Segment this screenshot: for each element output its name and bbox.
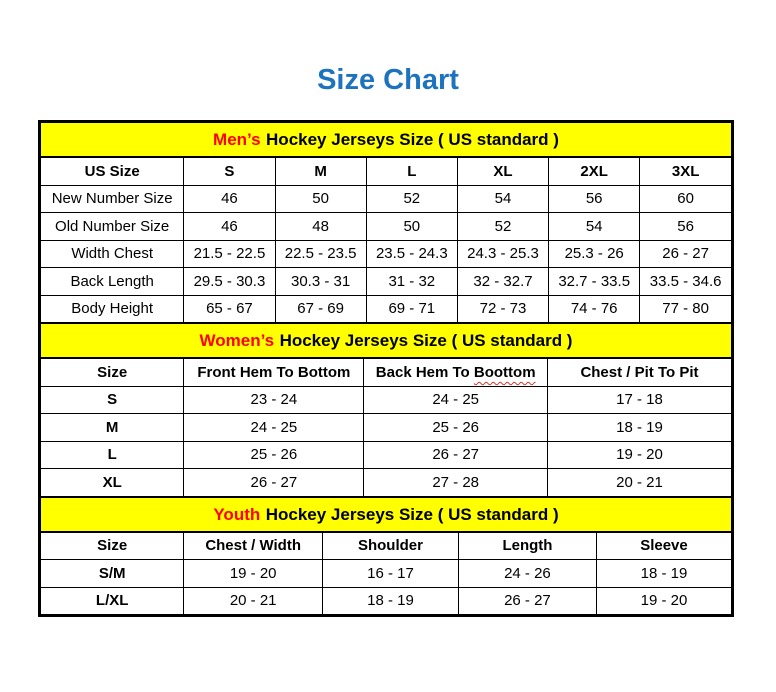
youth-banner-text: Hockey Jerseys Size ( US standard ) <box>265 504 559 524</box>
column-header: Length <box>458 533 596 560</box>
column-header: XL <box>457 158 548 185</box>
column-header: S <box>184 158 275 185</box>
row-label: L/XL <box>41 587 184 614</box>
table-cell: 65 - 67 <box>184 295 275 322</box>
mens-header-row <box>41 158 731 185</box>
table-cell: 29.5 - 30.3 <box>184 268 275 296</box>
youth-section-banner <box>41 496 731 533</box>
table-row <box>41 386 731 414</box>
table-cell: 33.5 - 34.6 <box>640 268 731 296</box>
row-label: New Number Size <box>41 185 184 213</box>
table-cell: 18 - 19 <box>547 414 731 442</box>
table-cell: 16 - 17 <box>323 560 459 588</box>
table-cell: 27 - 28 <box>364 469 548 496</box>
table-cell: 50 <box>366 213 457 241</box>
table-cell: 56 <box>640 213 731 241</box>
table-row <box>41 268 731 296</box>
table-cell: 67 - 69 <box>275 295 366 322</box>
table-cell: 24 - 25 <box>364 386 548 414</box>
table-cell: 18 - 19 <box>596 560 731 588</box>
row-label: Old Number Size <box>41 213 184 241</box>
womens-section-banner <box>41 322 731 359</box>
table-cell: 24 - 25 <box>184 414 364 442</box>
table-cell: 32.7 - 33.5 <box>549 268 640 296</box>
table-cell: 22.5 - 23.5 <box>275 240 366 268</box>
mens-banner-text: Hockey Jerseys Size ( US standard ) <box>266 130 559 149</box>
table-cell: 20 - 21 <box>547 469 731 496</box>
column-header: 2XL <box>549 158 640 185</box>
column-header: Front Hem To Bottom <box>184 359 364 386</box>
table-cell: 23.5 - 24.3 <box>366 240 457 268</box>
youth-size-table <box>41 533 731 615</box>
column-header: M <box>275 158 366 185</box>
table-cell: 17 - 18 <box>547 386 731 414</box>
table-row <box>41 213 731 241</box>
table-cell: 23 - 24 <box>184 386 364 414</box>
table-row <box>41 185 731 213</box>
column-header: Size <box>41 359 184 386</box>
table-cell: 54 <box>549 213 640 241</box>
table-cell: 50 <box>275 185 366 213</box>
table-cell: 72 - 73 <box>457 295 548 322</box>
table-cell: 77 - 80 <box>640 295 731 322</box>
table-cell: 46 <box>184 185 275 213</box>
page-title: Size Chart <box>317 64 459 96</box>
misspelled-word: Boottom <box>473 363 536 381</box>
table-cell: 21.5 - 22.5 <box>184 240 275 268</box>
table-cell: 25 - 26 <box>364 414 548 442</box>
table-row <box>41 295 731 322</box>
table-cell: 52 <box>366 185 457 213</box>
table-row <box>41 414 731 442</box>
row-label: S <box>41 386 184 414</box>
column-header: L <box>366 158 457 185</box>
row-label: XL <box>41 469 184 496</box>
womens-banner-text: Hockey Jerseys Size ( US standard ) <box>279 331 573 350</box>
column-header: Sleeve <box>596 533 731 560</box>
table-cell: 26 - 27 <box>184 469 364 496</box>
table-row <box>41 240 731 268</box>
table-cell: 24 - 26 <box>458 560 596 588</box>
column-header: US Size <box>41 158 184 185</box>
table-cell: 54 <box>457 185 548 213</box>
table-cell: 20 - 21 <box>184 587 323 614</box>
table-cell: 31 - 32 <box>366 268 457 296</box>
table-cell: 52 <box>457 213 548 241</box>
table-cell: 56 <box>549 185 640 213</box>
row-label: S/M <box>41 560 184 588</box>
column-header: Shoulder <box>323 533 459 560</box>
size-chart <box>38 120 734 617</box>
table-cell: 19 - 20 <box>547 441 731 469</box>
table-cell: 30.3 - 31 <box>275 268 366 296</box>
table-row <box>41 587 731 614</box>
table-row <box>41 441 731 469</box>
row-label: Back Length <box>41 268 184 296</box>
womens-banner-highlight: Women’s <box>199 331 275 350</box>
mens-size-table <box>41 158 731 322</box>
table-cell: 26 - 27 <box>364 441 548 469</box>
table-cell: 18 - 19 <box>323 587 459 614</box>
youth-banner-highlight: Youth <box>213 504 261 524</box>
table-cell: 46 <box>184 213 275 241</box>
table-cell: 48 <box>275 213 366 241</box>
table-cell: 25.3 - 26 <box>549 240 640 268</box>
womens-size-table <box>41 359 731 496</box>
mens-section-banner <box>41 123 731 158</box>
table-cell: 19 - 20 <box>184 560 323 588</box>
row-label: Body Height <box>41 295 184 322</box>
table-cell: 25 - 26 <box>184 441 364 469</box>
youth-header-row <box>41 533 731 560</box>
table-row <box>41 560 731 588</box>
table-cell: 32 - 32.7 <box>457 268 548 296</box>
table-cell: 26 - 27 <box>640 240 731 268</box>
table-cell: 26 - 27 <box>458 587 596 614</box>
column-header: Chest / Pit To Pit <box>547 359 731 386</box>
row-label: L <box>41 441 184 469</box>
row-label: M <box>41 414 184 442</box>
column-header: Chest / Width <box>184 533 323 560</box>
table-row <box>41 469 731 496</box>
column-header <box>364 359 548 386</box>
column-header: 3XL <box>640 158 731 185</box>
column-header: Size <box>41 533 184 560</box>
womens-header-row <box>41 359 731 386</box>
row-label: Width Chest <box>41 240 184 268</box>
mens-banner-highlight: Men’s <box>213 130 261 149</box>
table-cell: 60 <box>640 185 731 213</box>
table-cell: 19 - 20 <box>596 587 731 614</box>
column-header-text: Back Hem To <box>375 363 474 381</box>
table-cell: 24.3 - 25.3 <box>457 240 548 268</box>
table-cell: 74 - 76 <box>549 295 640 322</box>
table-cell: 69 - 71 <box>366 295 457 322</box>
